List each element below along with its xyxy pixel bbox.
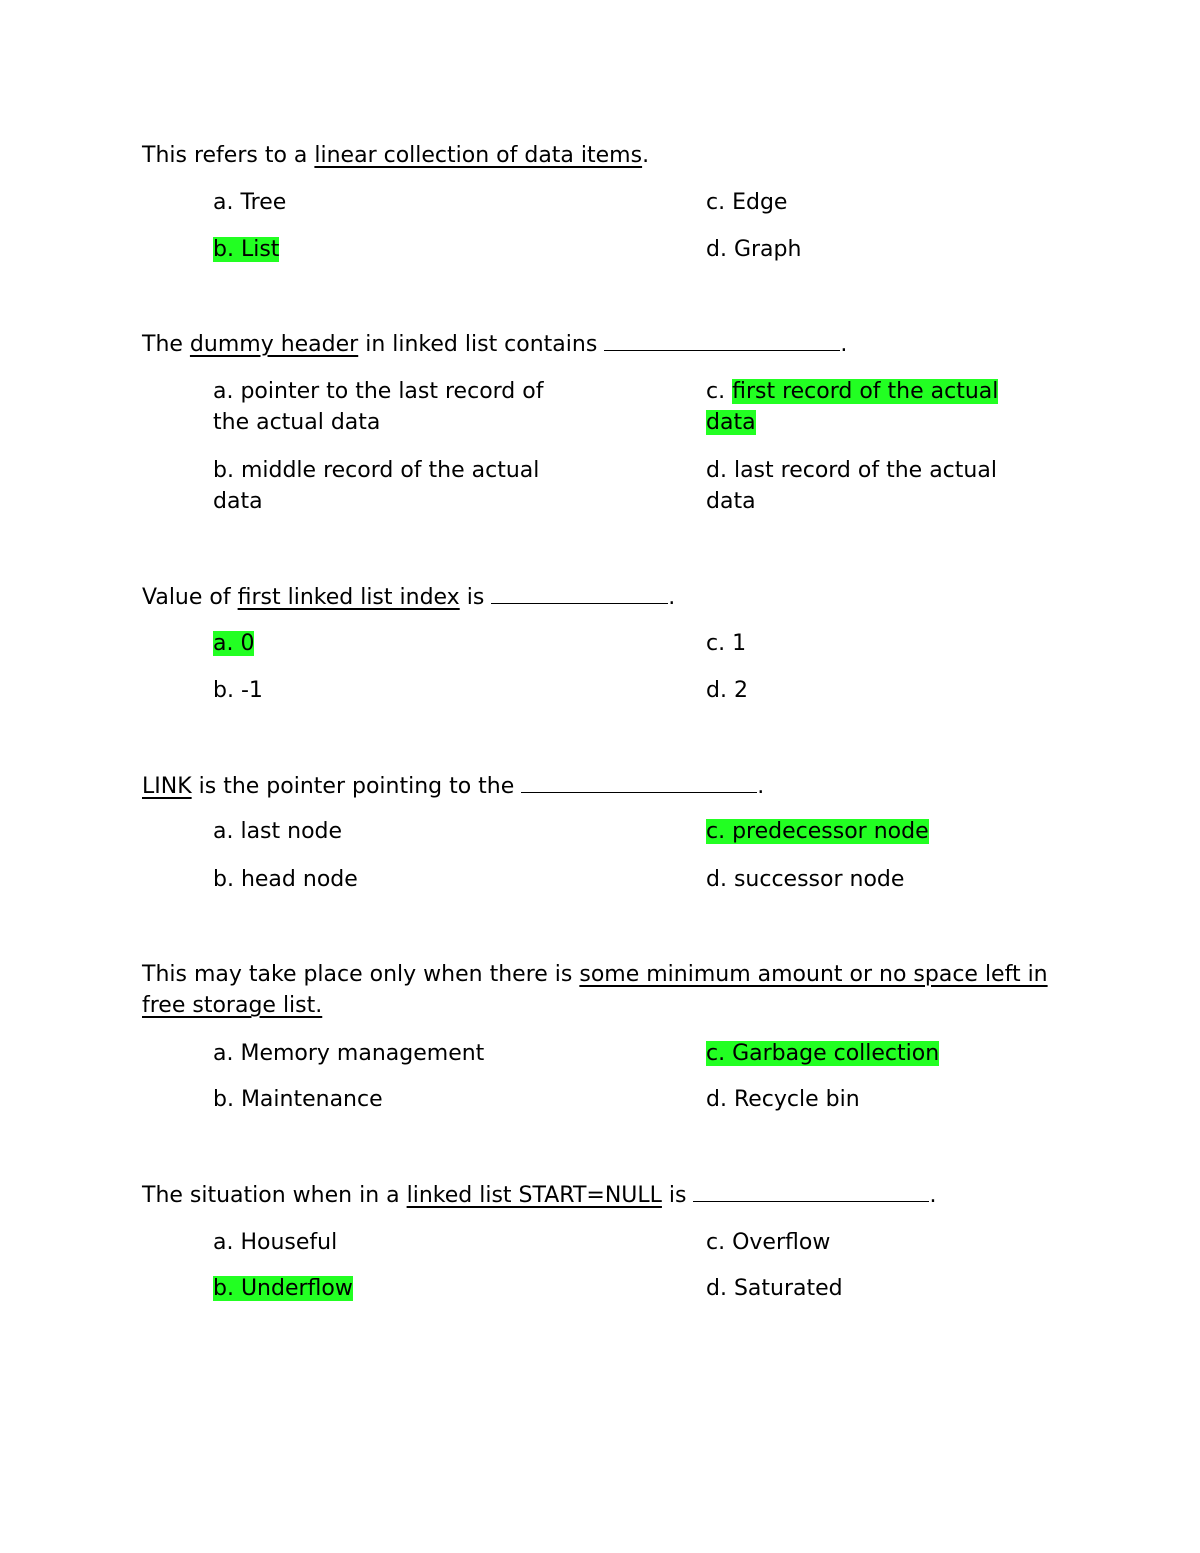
option-d: d. Graph — [706, 237, 802, 262]
correct-answer-highlight: c. predecessor node — [706, 819, 929, 844]
correct-answer-highlight: b. Underflow — [213, 1276, 353, 1301]
option-c — [706, 816, 1046, 847]
correct-answer-highlight: c. Garbage collection — [706, 1041, 940, 1066]
answer-blank — [521, 770, 757, 793]
correct-answer-highlight: first record of the actual data — [706, 379, 999, 435]
option-c: c. Overflow — [706, 1230, 831, 1255]
option-b: b. -1 — [213, 678, 263, 703]
option-b: b. head node — [213, 867, 358, 892]
option-d: d. Recycle bin — [706, 1087, 860, 1112]
answer-blank — [693, 1179, 929, 1202]
option-b — [213, 234, 593, 265]
key-phrase: first linked list index — [237, 585, 460, 610]
question-3: Value of first linked list index is . — [142, 581, 1062, 613]
option-c: c. 1 — [706, 631, 747, 656]
option-d: d. 2 — [706, 678, 748, 703]
key-phrase: linear collection of data items — [314, 143, 643, 168]
answer-blank — [491, 581, 668, 604]
key-phrase: dummy header — [189, 332, 359, 357]
option-a: a. Houseful — [213, 1230, 338, 1255]
correct-answer-highlight: a. 0 — [213, 631, 255, 656]
option-a: a. pointer to the last record of the actual data — [213, 379, 544, 435]
question-2: The dummy header in linked list contains . — [142, 328, 1062, 360]
option-c — [706, 1038, 1046, 1069]
option-a: a. last node — [213, 819, 343, 844]
option-b — [213, 1273, 593, 1304]
option-a: a. Memory management — [213, 1041, 485, 1066]
correct-answer-highlight: b. List — [213, 237, 280, 262]
question-6: The situation when in a linked list START=NULL is . — [142, 1179, 1062, 1211]
question-1 — [142, 140, 1062, 171]
option-c: c. first record of the actual data — [706, 379, 999, 435]
key-phrase: LINK — [142, 774, 192, 799]
option-c: c. Edge — [706, 190, 788, 215]
question-5: This may take place only when there is some minimum amount or no space left in free storage list. — [142, 962, 1048, 1018]
question-text: This refers to a — [142, 143, 315, 168]
option-d: d. successor node — [706, 867, 905, 892]
answer-blank — [604, 328, 840, 351]
option-a: a. Tree — [213, 190, 287, 215]
option-a — [213, 628, 593, 659]
option-b: b. Maintenance — [213, 1087, 383, 1112]
question-text: . — [642, 143, 650, 168]
option-d: d. Saturated — [706, 1276, 843, 1301]
option-b: b. middle record of the actual data — [213, 458, 540, 514]
option-d: d. last record of the actual data — [706, 458, 997, 514]
key-phrase: linked list START=NULL — [406, 1183, 662, 1208]
question-4: LINK is the pointer pointing to the . — [142, 770, 1062, 802]
key-phrase: some minimum amount or no space left in free storage list. — [142, 962, 1048, 1018]
